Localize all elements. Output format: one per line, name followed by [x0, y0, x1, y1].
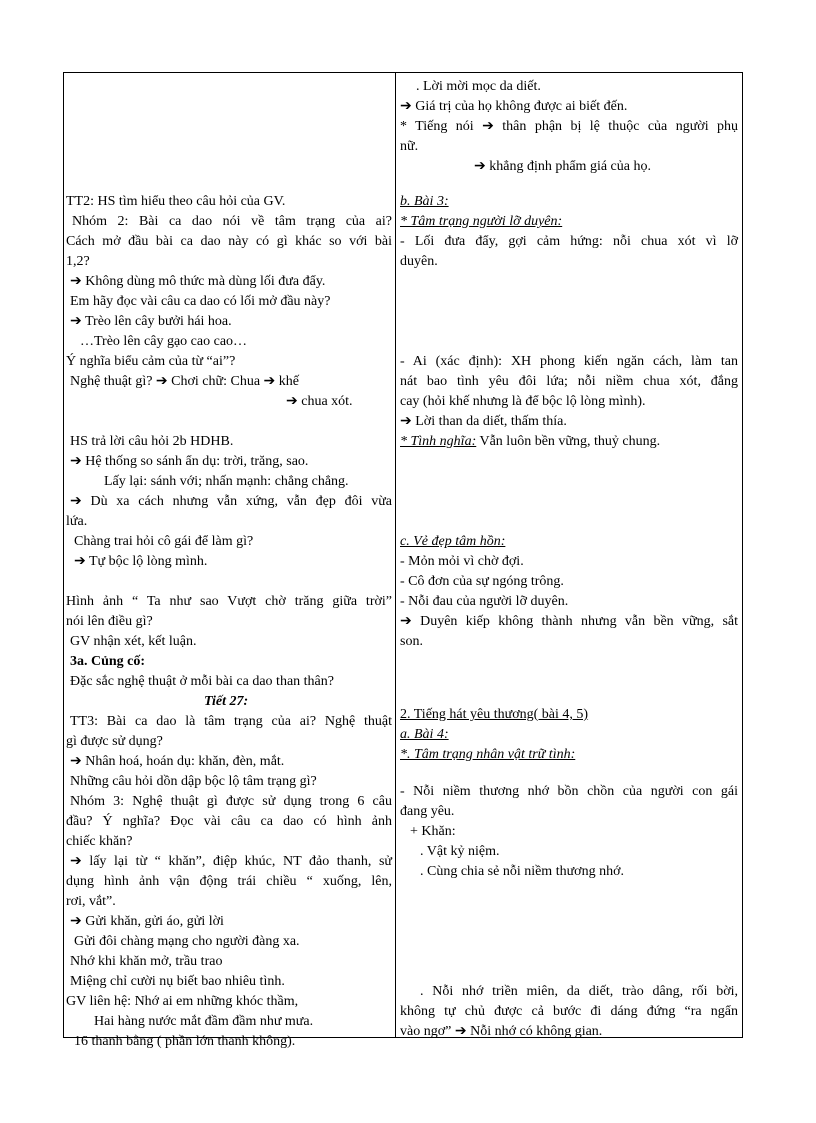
arrow-right-icon: ➔: [74, 554, 86, 569]
answer-line: ➔ Nhân hoá, hoán dụ: khăn, đèn, mắt.: [70, 754, 285, 769]
arrow-right-icon: ➔: [155, 374, 168, 389]
content-line: * Tiếng nói ➔ thân phận bị lệ thuộc của người phụ: [400, 119, 739, 134]
arrow-right-icon: ➔: [70, 454, 82, 469]
answer-line: ➔ Không dùng mô thức mà dùng lối đưa đẩy.: [70, 274, 326, 289]
section-heading: 3a. Củng cố:: [70, 654, 146, 669]
poem-line: Gửi đôi chàng mạng cho người đàng xa.: [74, 934, 300, 949]
question-nhom2-cont: 1,2?: [66, 254, 90, 269]
content-line: ➔ Lời than da diết, thấm thía.: [400, 414, 567, 429]
content-line: - Cô đơn của sự ngóng trông.: [400, 574, 564, 589]
content-line: . Vật kỷ niệm.: [420, 844, 500, 859]
poem-line: Miệng chỉ cười nụ biết bao nhiêu tình.: [70, 974, 285, 989]
answer-line: ➔ Trèo lên cây bưởi hái hoa.: [70, 314, 232, 329]
lesson-plan-table: [63, 72, 743, 1049]
content-line: ➔ Giá trị của họ không được ai biết đến.: [400, 99, 628, 114]
answer-line: lứa.: [66, 514, 88, 529]
tt2-intro: TT2: HS tìm hiểu theo câu hỏi của GV.: [66, 194, 286, 209]
answer-line: Lấy lại: sánh với; nhấn mạnh: chẳng chẳng.: [104, 474, 349, 489]
question-nhom2-cont: Cách mở đầu bài ca dao này có gì khác so với bài: [66, 234, 392, 249]
section-heading: a. Bài 4:: [400, 727, 449, 742]
section-heading: c. Vẻ đẹp tâm hồn:: [400, 534, 506, 549]
content-line: đang yêu.: [400, 804, 455, 819]
content-line: + Khăn:: [410, 824, 456, 839]
content-line: * Tình nghĩa: Vẫn luôn bền vững, thuỷ chung.: [400, 434, 661, 449]
content-line: - Lối đưa đẩy, gợi cảm hứng: nỗi chua xót vì lỡ: [400, 234, 738, 249]
answer-line: ➔ lấy lại từ “ khăn”, điệp khúc, NT đảo thanh, sử: [70, 854, 393, 869]
question-line: Ý nghĩa biểu cảm của từ “ai”?: [66, 354, 236, 369]
question-nhom2: Nhóm 2: Bài ca dao nói về tâm trạng của ai?: [72, 214, 392, 229]
arrow-right-icon: ➔: [400, 614, 412, 629]
arrow-right-icon: ➔: [454, 1024, 467, 1039]
section-heading: b. Bài 3:: [400, 194, 449, 209]
content-line: cay (hỏi khế nhưng là để bộc lộ lòng mình).: [400, 394, 646, 409]
note-line: 16 thanh bằng ( phần lớn thanh không).: [74, 1034, 296, 1049]
teacher-activity-column: [64, 73, 396, 1049]
answer-line: ➔ Hệ thống so sánh ẩn dụ: trời, trăng, sao.: [70, 454, 309, 469]
answer-line: ➔ Tự bộc lộ lòng mình.: [74, 554, 208, 569]
question-nhom3-cont: đầu? Ý nghĩa? Đọc vài câu ca dao có hình ảnh: [66, 814, 392, 829]
poem-line: ➔ Gửi khăn, gửi áo, gửi lời: [70, 914, 224, 929]
poem-line: Hai hàng nước mắt đầm đầm như mưa.: [94, 1014, 314, 1029]
content-line: - Ai (xác định): XH phong kiến ngăn cách, làm tan: [400, 354, 738, 369]
content-line: vào ngơ” ➔ Nỗi nhớ có không gian.: [400, 1024, 603, 1039]
content-line: duyên.: [400, 254, 438, 269]
answer-line: …Trèo lên cây gạo cao cao…: [80, 334, 248, 349]
arrow-right-icon: ➔: [400, 414, 412, 429]
arrow-right-icon: ➔: [400, 99, 412, 114]
arrow-right-icon: ➔: [474, 159, 486, 174]
arrow-right-icon: ➔: [482, 119, 494, 134]
question-line: Em hãy đọc vài câu ca dao có lối mở đầu này?: [70, 294, 331, 309]
answer-line: dụng hình ảnh vận động trái chiều “ xuống, lên,: [66, 874, 392, 889]
arrow-right-icon: ➔: [70, 274, 82, 289]
question-line: Hình ảnh “ Ta như sao Vượt chờ trăng giữa trời”: [66, 594, 392, 609]
content-line: ➔ khẳng định phẩm giá của họ.: [474, 159, 651, 174]
content-line: ➔ Duyên kiếp không thành nhưng vẫn bền vững, sắt: [400, 614, 739, 629]
arrow-right-icon: ➔: [70, 494, 82, 509]
tt3-question: TT3: Bài ca dao là tâm trạng của ai? Nghệ thuật: [70, 714, 392, 729]
content-line: . Lời mời mọc da diết.: [416, 79, 541, 94]
lesson-period-heading: Tiết 27:: [204, 694, 249, 709]
content-line: nữ.: [400, 139, 419, 154]
question-line: Nghệ thuật gì? ➔ Chơi chữ: Chua ➔ khế: [70, 374, 299, 389]
content-line: nát bao tình yêu đôi lứa; nỗi niềm chua xót, đắng: [400, 374, 738, 389]
section-heading: 2. Tiếng hát yêu thương( bài 4, 5): [400, 707, 589, 722]
question-nhom3-cont: chiếc khăn?: [66, 834, 133, 849]
arrow-right-icon: ➔: [70, 754, 82, 769]
arrow-right-icon: ➔: [286, 394, 298, 409]
question-line: Chàng trai hỏi cô gái để làm gì?: [74, 534, 254, 549]
arrow-right-icon: ➔: [263, 374, 276, 389]
content-line: không tự chủ được cả bước đi dáng đứng “ra ngẩn: [400, 1004, 738, 1019]
teacher-note: GV nhận xét, kết luận.: [70, 634, 197, 649]
arrow-right-icon: ➔: [70, 914, 82, 929]
content-line: . Nỗi nhớ triền miên, da diết, trào dâng, rối bời,: [420, 984, 738, 999]
question-line: HS trả lời câu hỏi 2b HDHB.: [70, 434, 234, 449]
question-line: Đặc sắc nghệ thuật ở mỗi bài ca dao than thân?: [70, 674, 334, 689]
table-row: [64, 73, 743, 1038]
answer-line: ➔ chua xót.: [286, 394, 353, 409]
content-column: [396, 73, 743, 1038]
content-line: - Nỗi niềm thương nhớ bồn chồn của người con gái: [400, 784, 738, 799]
poem-line: Nhớ khi khăn mở, trầu trao: [70, 954, 223, 969]
arrow-right-icon: ➔: [70, 314, 82, 329]
question-line: nói lên điều gì?: [66, 614, 153, 629]
answer-line: ➔ Dù xa cách nhưng vẫn xứng, vẫn đẹp đôi vừa: [70, 494, 392, 509]
arrow-right-icon: ➔: [70, 854, 82, 869]
section-heading: * Tâm trạng người lỡ duyên:: [400, 214, 563, 229]
teacher-note: GV liên hệ: Nhớ ai em những khóc thầm,: [66, 994, 299, 1009]
content-line: - Nỗi đau của người lỡ duyên.: [400, 594, 569, 609]
tt3-question-cont: gì được sử dụng?: [66, 734, 163, 749]
section-heading: *. Tâm trạng nhân vật trữ tình:: [400, 747, 576, 762]
content-line: - Mỏn mỏi vì chờ đợi.: [400, 554, 524, 569]
question-nhom3: Nhóm 3: Nghệ thuật gì được sử dụng trong 6 câu: [70, 794, 392, 809]
answer-line: rơi, vắt”.: [66, 894, 116, 909]
question-line: Những câu hỏi dồn dập bộc lộ tâm trạng gì?: [70, 774, 317, 789]
content-line: . Cùng chia sẻ nỗi niềm thương nhớ.: [420, 864, 624, 879]
content-line: son.: [400, 634, 423, 649]
